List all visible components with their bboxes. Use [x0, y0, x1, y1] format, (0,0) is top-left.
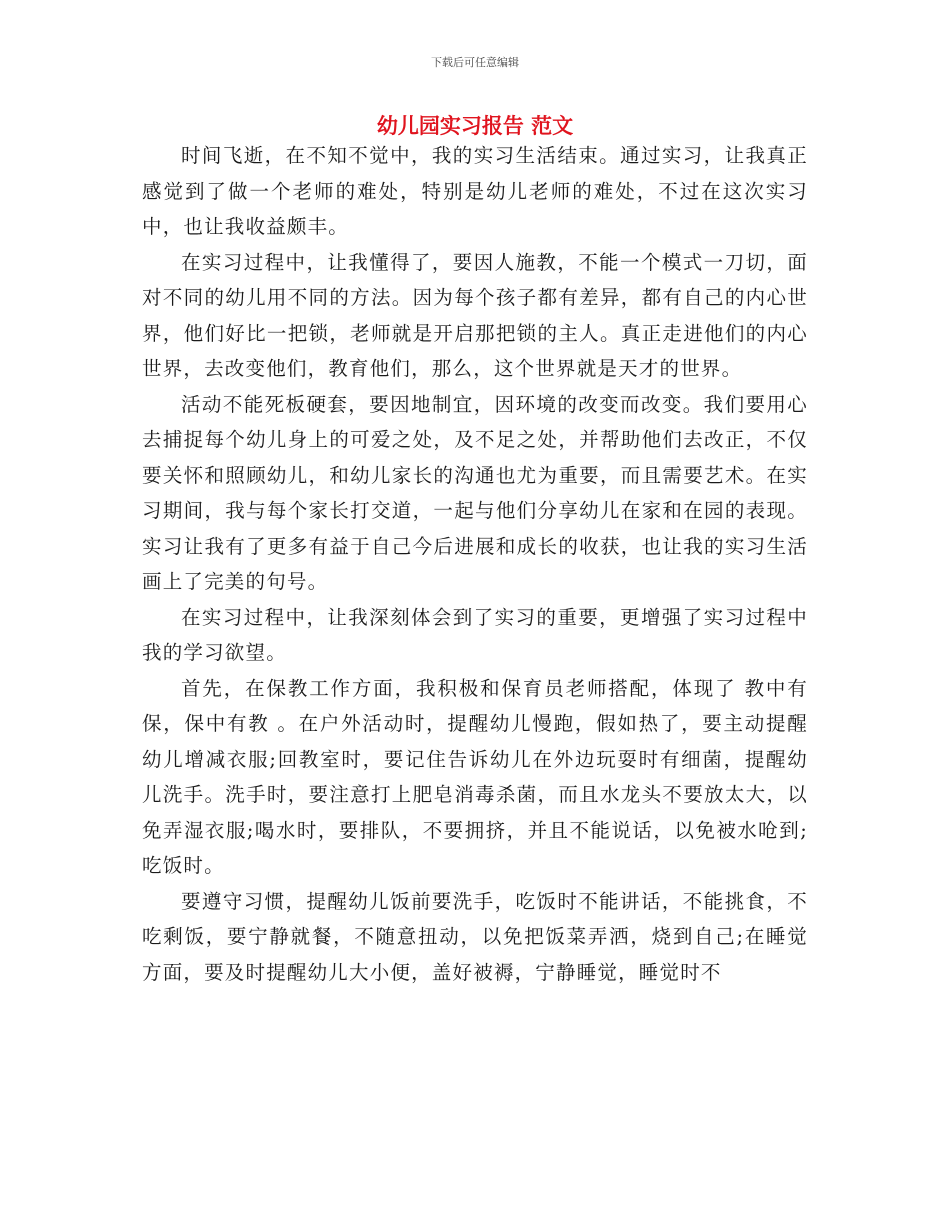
document-title: 幼儿园实习报告 范文	[376, 114, 574, 138]
paragraph: 活动不能死板硬套，要因地制宜，因环境的改变而改变。我们要用心去捕捉每个幼儿身上的可爱之处，及不足之处，并帮助他们去改正，不仅要关怀和照顾幼儿，和幼儿家长的沟通也尤为重要，而且需要艺术。在实习期间，我与每个家长打交道，一起与他们分享幼儿在家和在园的表现。实习让我有了更多有益于自己今后进展和成长的收获，也让我的实习生活画上了完美的句号。	[142, 392, 808, 593]
paragraph: 要遵守习惯，提醒幼儿饭前要洗手，吃饭时不能讲话，不能挑食，不吃剩饭，要宁静就餐，不随意扭动，以免把饭菜弄洒，烧到自己;在睡觉方面，要及时提醒幼儿大小便，盖好被褥，宁静睡觉，睡觉时不	[142, 889, 808, 984]
paragraph: 时间飞逝，在不知不觉中，我的实习生活结束。通过实习，让我真正感觉到了做一个老师的难处，特别是幼儿老师的难处，不过在这次实习中，也让我收益颇丰。	[142, 144, 808, 238]
header-note: 下载后可任意编辑	[431, 56, 519, 69]
paragraph: 在实习过程中，让我懂得了，要因人施教，不能一个模式一刀切，面对不同的幼儿用不同的方法。因为每个孩子都有差异，都有自己的内心世界，他们好比一把锁，老师就是开启那把锁的主人。真正走进他们的内心世界，去改变他们，教育他们，那么，这个世界就是天才的世界。	[142, 250, 808, 380]
paragraph: 首先，在保教工作方面，我积极和保育员老师搭配，体现了 教中有保，保中有教 。在户外活动时，提醒幼儿慢跑，假如热了，要主动提醒幼儿增减衣服;回教室时，要记住告诉幼儿在外边玩耍时有细菌，提醒幼儿洗手。洗手时，要注意打上肥皂消毒杀菌，而且水龙头不要放太大，以免弄湿衣服;喝水时，要排队，不要拥挤，并且不能说话，以免被水呛到;吃饭时。	[142, 676, 808, 877]
document-body	[142, 138, 808, 990]
paragraph: 在实习过程中，让我深刻体会到了实习的重要，更增强了实习过程中我的学习欲望。	[142, 605, 808, 664]
